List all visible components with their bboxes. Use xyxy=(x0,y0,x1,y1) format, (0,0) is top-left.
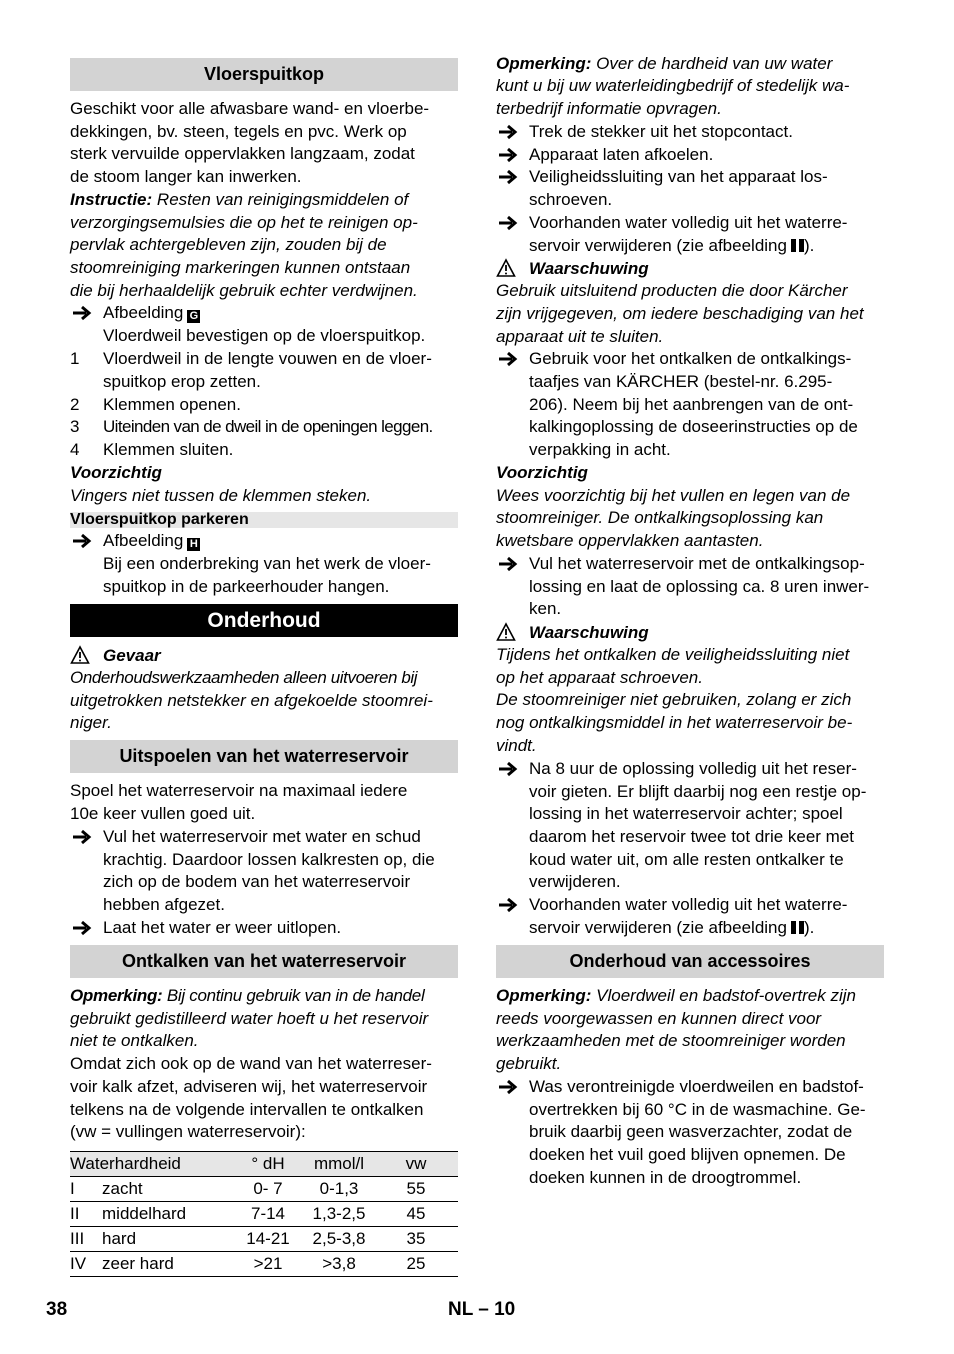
arrow-right-icon xyxy=(496,553,520,575)
warning-triangle-icon xyxy=(496,621,516,643)
note-label: Opmerking: xyxy=(496,54,592,73)
arrow-right-icon xyxy=(496,1076,520,1098)
warning-text: vindt. xyxy=(496,736,537,755)
warning-label: Waarschuwing xyxy=(529,259,649,278)
bullet-line: Gebruik voor het ontkalken de ontkalkings- xyxy=(529,349,852,368)
table-cell: 0- 7 xyxy=(232,1177,304,1202)
bullet-line: bruik daarbij geen wasverzachter, zodat de xyxy=(529,1122,853,1141)
instructie-line: verzorgingsemulsies die op het te reinigen op- xyxy=(70,213,418,232)
paragraph-line: Geschikt voor alle afwasbare wand- en vloerbe- xyxy=(70,99,430,118)
caution-text: kwetsbare oppervlakken aantasten. xyxy=(496,531,764,550)
figure-reference-g: Afbeelding G xyxy=(103,302,200,324)
bullet-line: overtrekken bij 60 °C in de wasmachine. Ge- xyxy=(529,1100,866,1119)
table-cell: zacht xyxy=(102,1177,232,1202)
paragraph-line: sterk vervuilde oppervlakken langzaam, zodat xyxy=(70,144,415,163)
bullet-line: Vul het waterreservoir met water en schud xyxy=(103,827,421,846)
caution-label: Voorzichtig xyxy=(70,463,162,482)
table-cell: III xyxy=(70,1227,102,1252)
bullet-line: Trek de stekker uit het stopcontact. xyxy=(529,122,793,141)
note-label: Opmerking: xyxy=(70,986,163,1005)
step-line: Klemmen sluiten. xyxy=(103,440,234,459)
arrow-right-icon xyxy=(70,530,94,552)
note-line: kunt u bij uw waterleidingbedrijf of stedelijk wa- xyxy=(496,76,850,95)
bullet-line: taafjes van KÄRCHER (bestel-nr. 6.295- xyxy=(529,372,833,391)
paragraph-line: Spoel het waterreservoir na maximaal iedere xyxy=(70,781,408,800)
table-header-row xyxy=(70,1152,458,1177)
figure-reference-h: Afbeelding H xyxy=(103,530,200,552)
step-line: Klemmen openen. xyxy=(103,395,241,414)
section-heading-accessoires: Onderhoud van accessoires xyxy=(496,945,884,978)
table-cell: 7-14 xyxy=(232,1202,304,1227)
table-cell: hard xyxy=(102,1227,232,1252)
table-cell: 35 xyxy=(374,1227,458,1252)
warning-text: Gebruik uitsluitend producten die door Kärcher xyxy=(496,281,848,300)
table-header-cell: vw xyxy=(374,1152,458,1177)
table-cell: middelhard xyxy=(102,1202,232,1227)
warning-label: Waarschuwing xyxy=(529,623,649,642)
step-line: spuitkop erop zetten. xyxy=(103,372,261,391)
step-intro-line: Vloerdweil bevestigen op de vloerspuitkop. xyxy=(103,326,426,345)
bullet-line: hebben afgezet. xyxy=(103,895,225,914)
table-cell: zeer hard xyxy=(102,1252,232,1277)
step-number: 3 xyxy=(70,417,80,436)
warning-text: Tijdens het ontkalken de veiligheidssluiting niet xyxy=(496,645,850,664)
arrow-right-icon xyxy=(70,302,94,324)
figure-i-icon xyxy=(791,921,804,934)
bullet-line: lossing in het waterreservoir achter; spoel xyxy=(529,804,843,823)
bullet-line: kalkingoplossing de doseerinstructies op de xyxy=(529,417,858,436)
table-header-cell: ° dH xyxy=(232,1152,304,1177)
step-line: Uiteinden van de dweil in de openingen leggen. xyxy=(103,417,433,436)
warning-text: zijn vrijgegeven, om iedere beschadiging van het xyxy=(496,304,864,323)
arrow-right-icon xyxy=(496,166,520,188)
instructie-line: Instructie: Resten van reinigingsmiddelen of xyxy=(70,190,409,209)
warning-text: apparaat uit te sluiten. xyxy=(496,327,664,346)
paragraph-line: voir kalk afzet, adviseren wij, het waterreservoir xyxy=(70,1077,428,1096)
water-hardness-table xyxy=(70,1151,458,1277)
arrow-right-icon xyxy=(70,826,94,848)
table-row xyxy=(70,1177,458,1202)
section-heading-ontkalken: Ontkalken van het waterreservoir xyxy=(70,945,458,978)
note-label: Opmerking: xyxy=(496,986,592,1005)
bullet-line: Vul het waterreservoir met de ontkalkingsop- xyxy=(529,554,865,573)
bullet-line: koud water uit, om alle resten ontkalker te xyxy=(529,850,844,869)
bullet-line: doeken het vuil goed blijven opnemen. De xyxy=(529,1145,846,1164)
paragraph-line: 10e keer vullen goed uit. xyxy=(70,804,256,823)
chapter-heading-onderhoud: Onderhoud xyxy=(70,604,458,637)
arrow-right-icon xyxy=(496,144,520,166)
table-cell: 0-1,3 xyxy=(304,1177,374,1202)
section-page-label: NL – 10 xyxy=(448,1299,516,1320)
bullet-line: Na 8 uur de oplossing volledig uit het reser- xyxy=(529,759,857,778)
danger-text: niger. xyxy=(70,713,112,732)
instructie-line: die bij herhaaldelijk gebruik echter verdwijnen. xyxy=(70,281,418,300)
step-number: 2 xyxy=(70,395,80,414)
bullet-line: Voorhanden water volledig uit het waterre- xyxy=(529,895,848,914)
bullet-line: Apparaat laten afkoelen. xyxy=(529,145,714,164)
table-header-cell: Waterhardheid xyxy=(70,1152,232,1177)
bullet-line: zich op de bodem van het waterreservoir xyxy=(103,872,411,891)
table-cell: >3,8 xyxy=(304,1252,374,1277)
page-number: 38 xyxy=(46,1299,68,1320)
paragraph-line: spuitkop in de parkeerhouder hangen. xyxy=(103,577,390,596)
paragraph-line: (vw = vullingen waterreservoir): xyxy=(70,1122,306,1141)
figure-i-icon xyxy=(791,239,804,252)
note-line: gebruikt gedistilleerd water hoeft u het reservoir xyxy=(70,1009,429,1028)
step-line: Vloerdweil in de lengte vouwen en de vloer- xyxy=(103,349,432,368)
bullet-line: 206). Neem bij het aanbrengen van de ont- xyxy=(529,395,854,414)
paragraph-line: dekkingen, bv. steen, tegels en pvc. Werk op xyxy=(70,122,407,141)
bullet-line: krachtig. Daardoor lossen kalkresten op, die xyxy=(103,850,435,869)
table-cell: IV xyxy=(70,1252,102,1277)
table-row xyxy=(70,1227,458,1252)
step-number: 4 xyxy=(70,440,80,459)
arrow-right-icon xyxy=(496,758,520,780)
table-cell: II xyxy=(70,1202,102,1227)
section-heading-uitspoelen: Uitspoelen van het waterreservoir xyxy=(70,740,458,773)
paragraph-line: Bij een onderbreking van het werk de vloer- xyxy=(103,554,431,573)
note-line: niet te ontkalken. xyxy=(70,1031,199,1050)
arrow-right-icon xyxy=(496,121,520,143)
danger-text: Onderhoudswerkzaamheden alleen uitvoeren bij xyxy=(70,668,418,687)
bullet-line: verpakking in acht. xyxy=(529,440,671,459)
bullet-line: servoir verwijderen (zie afbeelding ). xyxy=(529,236,815,255)
arrow-right-icon xyxy=(70,917,94,939)
note-line: gebruikt. xyxy=(496,1054,562,1073)
warning-text: op het apparaat schroeven. xyxy=(496,668,703,687)
bullet-line: lossing en laat de oplossing ca. 8 uren inwer- xyxy=(529,577,870,596)
bullet-line: servoir verwijderen (zie afbeelding ). xyxy=(529,918,815,937)
bullet-line: voir gieten. Er blijft daarbij nog een restje op- xyxy=(529,782,867,801)
caution-text: stoomreiniger. De ontkalkingsoplossing kan xyxy=(496,508,824,527)
caution-text: Vingers niet tussen de klemmen steken. xyxy=(70,486,372,505)
table-cell: 2,5-3,8 xyxy=(304,1227,374,1252)
section-heading-vloerspuitkop: Vloerspuitkop xyxy=(70,58,458,91)
caution-label: Voorzichtig xyxy=(496,463,588,482)
bullet-line: doeken kunnen in de droogtrommel. xyxy=(529,1168,802,1187)
table-cell: >21 xyxy=(232,1252,304,1277)
warning-triangle-icon xyxy=(70,644,90,666)
bullet-line: Voorhanden water volledig uit het waterre- xyxy=(529,213,848,232)
bullet-line: Was verontreinigde vloerdweilen en badstof- xyxy=(529,1077,864,1096)
table-row xyxy=(70,1252,458,1277)
table-cell: 55 xyxy=(374,1177,458,1202)
instructie-label: Instructie: xyxy=(70,190,153,209)
paragraph-line: Omdat zich ook op de wand van het waterreser- xyxy=(70,1054,432,1073)
instructie-line: stoomreiniging markeringen kunnen ontstaan xyxy=(70,258,411,277)
arrow-right-icon xyxy=(496,212,520,234)
bullet-line: daarom het reservoir twee tot drie keer met xyxy=(529,827,855,846)
note-line: Opmerking: Bij continu gebruik van in de handel xyxy=(70,986,425,1005)
table-cell: 45 xyxy=(374,1202,458,1227)
table-cell: 25 xyxy=(374,1252,458,1277)
instructie-line: pervlak achtergebleven zijn, zouden bij de xyxy=(70,235,387,254)
danger-text: uitgetrokken netstekker en afgekoelde stoomrei- xyxy=(70,691,433,710)
danger-label: Gevaar xyxy=(103,646,161,665)
arrow-right-icon xyxy=(496,348,520,370)
table-header-cell: mmol/l xyxy=(304,1152,374,1177)
table-cell: 14-21 xyxy=(232,1227,304,1252)
table-cell: I xyxy=(70,1177,102,1202)
figure-g-badge: G xyxy=(187,310,200,323)
note-line: Opmerking: Over de hardheid van uw water xyxy=(496,54,833,73)
bullet-line: schroeven. xyxy=(529,190,613,209)
step-number: 1 xyxy=(70,349,80,368)
subheading-parkeren: Vloerspuitkop parkeren xyxy=(70,512,458,528)
bullet-line: Laat het water er weer uitlopen. xyxy=(103,918,342,937)
bullet-line: Veiligheidssluiting van het apparaat los- xyxy=(529,167,828,186)
paragraph-line: de stoom langer kan inwerken. xyxy=(70,167,302,186)
note-line: werkzaamheden met de stoomreiniger worden xyxy=(496,1031,846,1050)
warning-text: De stoomreiniger niet gebruiken, zolang er zich xyxy=(496,690,852,709)
note-line: reeds voorgewassen en kunnen direct voor xyxy=(496,1009,822,1028)
caution-text: Wees voorzichtig bij het vullen en legen van de xyxy=(496,486,851,505)
paragraph-line: telkens na de volgende intervallen te ontkalken xyxy=(70,1100,424,1119)
note-line: Opmerking: Vloerdweil en badstof-overtrek zijn xyxy=(496,986,856,1005)
warning-triangle-icon xyxy=(496,257,516,279)
warning-text: nog ontkalkingsmiddel in het waterreservoir be- xyxy=(496,713,853,732)
note-line: terbedrijf informatie opvragen. xyxy=(496,99,722,118)
bullet-line: verwijderen. xyxy=(529,872,621,891)
bullet-line: ken. xyxy=(529,599,562,618)
table-row xyxy=(70,1202,458,1227)
arrow-right-icon xyxy=(496,894,520,916)
table-cell: 1,3-2,5 xyxy=(304,1202,374,1227)
figure-h-badge: H xyxy=(187,538,200,551)
